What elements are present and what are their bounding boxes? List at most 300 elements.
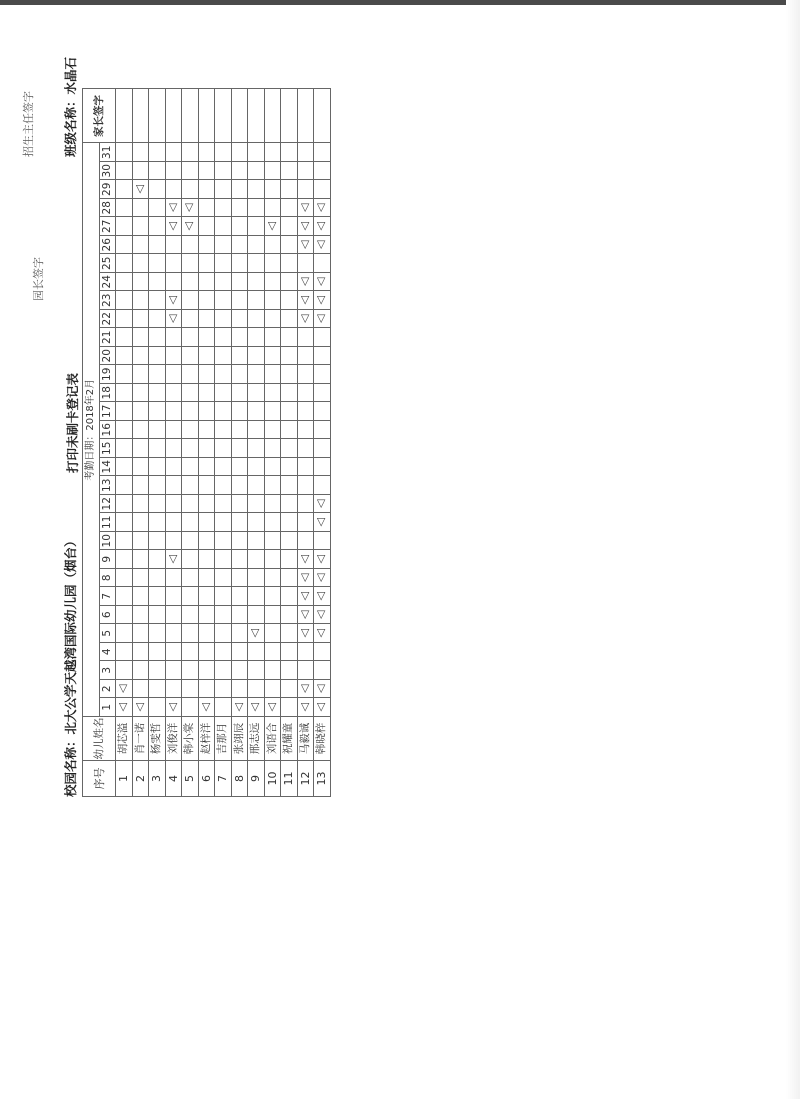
row-index: 13 [314,761,331,797]
day-cell [198,162,215,181]
row-index: 2 [132,761,149,797]
missed-swipe-mark: ◁ [314,203,328,212]
day-cell [231,180,248,199]
header-row-1 [83,89,100,797]
day-cell [132,680,149,699]
day-cell [215,439,232,458]
day-cell [116,532,133,551]
day-cell [248,476,265,495]
table-row [182,89,199,797]
table-row [297,89,314,797]
day-cell [132,439,149,458]
missed-swipe-mark: ◁ [297,703,311,712]
day-cell [264,569,281,588]
scan-right-edge [786,0,800,1099]
missed-swipe-mark: ◁ [165,314,179,323]
day-cell [116,328,133,347]
day-cell [231,384,248,403]
day-cell [264,458,281,477]
day-cell [248,513,265,532]
day-cell [198,365,215,384]
day-cell [297,180,314,199]
day-cell [297,384,314,403]
day-cell [314,569,331,588]
table-row [132,89,149,797]
missed-swipe-mark: ◁ [165,555,179,564]
missed-swipe-mark: ◁ [165,296,179,305]
day-cell [149,273,166,292]
day-header-9: 9 [99,550,116,569]
parent-signature-cell [132,89,149,143]
day-header-16: 16 [99,421,116,440]
parent-signature-cell [231,89,248,143]
day-cell [264,143,281,162]
table-row [314,89,331,797]
day-cell [215,328,232,347]
day-cell [215,162,232,181]
table-row [281,89,298,797]
day-cell [264,347,281,366]
table-row [149,89,166,797]
day-cell [165,236,182,255]
day-cell [314,328,331,347]
day-cell [297,402,314,421]
day-header-18: 18 [99,384,116,403]
day-cell [314,254,331,273]
row-index: 3 [149,761,166,797]
day-cell [248,606,265,625]
missed-swipe-mark: ◁ [297,296,311,305]
day-cell [231,439,248,458]
day-cell [314,439,331,458]
day-cell [231,643,248,662]
day-cell [264,513,281,532]
missed-swipe-mark: ◁ [314,518,328,527]
day-cell [182,587,199,606]
day-cell [198,199,215,218]
day-cell [314,532,331,551]
day-cell [297,458,314,477]
day-cell [281,199,298,218]
day-cell [281,180,298,199]
day-cell [281,273,298,292]
day-cell [215,254,232,273]
day-cell [281,569,298,588]
day-cell [231,199,248,218]
day-cell [248,439,265,458]
day-cell [297,291,314,310]
day-cell [297,680,314,699]
day-cell [116,587,133,606]
day-cell [231,402,248,421]
day-cell [314,550,331,569]
day-header-24: 24 [99,273,116,292]
day-header-8: 8 [99,569,116,588]
attendance-date-header: 考勤日期：2018年2月 [83,143,100,717]
table-row [116,89,133,797]
parent-signature-cell [297,89,314,143]
day-cell [215,273,232,292]
day-cell [231,365,248,384]
day-cell [182,347,199,366]
day-cell [182,180,199,199]
day-cell [264,698,281,717]
day-cell [264,643,281,662]
day-header-15: 15 [99,439,116,458]
parent-signature-cell [264,89,281,143]
day-cell [215,513,232,532]
day-cell [314,421,331,440]
day-cell [248,217,265,236]
missed-swipe-mark: ◁ [165,703,179,712]
day-cell [231,698,248,717]
day-cell [281,458,298,477]
day-cell [248,236,265,255]
day-cell [231,421,248,440]
missed-swipe-mark: ◁ [248,703,262,712]
day-cell [132,217,149,236]
day-cell [215,291,232,310]
day-cell [231,291,248,310]
day-cell [198,254,215,273]
day-cell [149,291,166,310]
day-cell [182,236,199,255]
parent-signature-cell [149,89,166,143]
day-cell [182,421,199,440]
day-cell [132,180,149,199]
day-cell [215,180,232,199]
day-header-row [99,89,116,797]
row-index: 7 [215,761,232,797]
day-cell [248,569,265,588]
day-cell [182,254,199,273]
day-cell [149,680,166,699]
day-cell [165,365,182,384]
school-name: 校园名称：北大公学天越湾国际幼儿园（烟台） [63,534,78,797]
day-cell [314,217,331,236]
day-cell [215,698,232,717]
missed-swipe-mark: ◁ [297,240,311,249]
day-cell [281,347,298,366]
day-header-30: 30 [99,162,116,181]
day-cell [215,624,232,643]
principal-signature-label: 园长签字 [32,257,45,301]
day-cell [165,402,182,421]
missed-swipe-mark: ◁ [231,703,245,712]
day-cell [165,643,182,662]
row-index: 11 [281,761,298,797]
day-cell [264,236,281,255]
day-cell [182,217,199,236]
day-cell [182,643,199,662]
day-cell [231,550,248,569]
missed-swipe-mark: ◁ [314,684,328,693]
day-cell [132,162,149,181]
day-header-31: 31 [99,143,116,162]
day-cell [132,254,149,273]
day-cell [231,236,248,255]
missed-swipe-mark: ◁ [132,703,146,712]
day-cell [165,328,182,347]
day-cell [297,587,314,606]
day-cell [281,643,298,662]
day-cell [231,624,248,643]
day-cell [116,365,133,384]
day-cell [198,661,215,680]
day-cell [231,328,248,347]
day-header-3: 3 [99,661,116,680]
day-cell [116,162,133,181]
day-cell [248,180,265,199]
day-cell [281,162,298,181]
day-cell [132,532,149,551]
day-cell [182,458,199,477]
day-cell [281,143,298,162]
day-cell [264,587,281,606]
day-cell [231,162,248,181]
day-cell [281,310,298,329]
day-cell [231,661,248,680]
day-header-25: 25 [99,254,116,273]
day-cell [248,402,265,421]
row-index: 5 [182,761,199,797]
day-cell [132,365,149,384]
day-cell [297,421,314,440]
day-cell [314,495,331,514]
day-cell [165,347,182,366]
day-cell [182,661,199,680]
day-cell [314,606,331,625]
day-header-20: 20 [99,347,116,366]
child-name: 刘俊洋 [165,717,182,761]
day-cell [198,606,215,625]
day-cell [215,199,232,218]
day-cell [297,661,314,680]
day-cell [198,643,215,662]
day-cell [149,569,166,588]
missed-swipe-mark: ◁ [314,314,328,323]
day-cell [132,513,149,532]
day-cell [264,310,281,329]
missed-swipe-mark: ◁ [314,592,328,601]
day-cell [165,310,182,329]
day-cell [231,458,248,477]
day-cell [281,384,298,403]
day-cell [182,402,199,421]
day-cell [116,495,133,514]
day-cell [149,347,166,366]
day-header-19: 19 [99,365,116,384]
day-cell [297,254,314,273]
day-cell [264,254,281,273]
day-cell [314,199,331,218]
parent-signature-header: 家长签字 [83,89,116,143]
day-cell [281,328,298,347]
day-cell [281,495,298,514]
day-cell [264,421,281,440]
day-cell [314,273,331,292]
day-cell [297,495,314,514]
parent-signature-cell [248,89,265,143]
day-cell [248,532,265,551]
day-cell [149,384,166,403]
day-cell [182,698,199,717]
day-header-26: 26 [99,236,116,255]
missed-swipe-mark: ◁ [165,222,179,231]
child-name: 韩小棠 [182,717,199,761]
child-name: 杨雯哲 [149,717,166,761]
parent-signature-cell [281,89,298,143]
missed-swipe-mark: ◁ [314,629,328,638]
day-cell [215,365,232,384]
day-cell [149,476,166,495]
row-index: 10 [264,761,281,797]
missed-swipe-mark: ◁ [297,555,311,564]
day-cell [264,532,281,551]
missed-swipe-mark: ◁ [198,703,212,712]
missed-swipe-mark: ◁ [314,222,328,231]
day-cell [248,310,265,329]
day-cell [215,680,232,699]
day-cell [116,310,133,329]
row-index: 9 [248,761,265,797]
attendance-table [82,89,331,798]
day-cell [198,569,215,588]
day-cell [215,569,232,588]
day-header-22: 22 [99,310,116,329]
day-header-6: 6 [99,606,116,625]
day-cell [264,661,281,680]
day-cell [198,458,215,477]
day-cell [165,495,182,514]
day-cell [297,199,314,218]
day-cell [182,550,199,569]
day-cell [116,698,133,717]
day-cell [198,439,215,458]
attendance-sheet [22,49,378,797]
day-cell [281,291,298,310]
day-cell [248,347,265,366]
day-cell [314,680,331,699]
table-row [198,89,215,797]
day-cell [281,254,298,273]
day-cell [215,643,232,662]
day-cell [314,180,331,199]
day-cell [281,661,298,680]
day-cell [215,384,232,403]
day-cell [182,680,199,699]
day-cell [132,569,149,588]
day-cell [116,513,133,532]
day-cell [248,254,265,273]
child-name: 马毅诚 [297,717,314,761]
day-cell [297,273,314,292]
day-cell [182,143,199,162]
day-cell [264,550,281,569]
day-cell [132,458,149,477]
day-cell [116,421,133,440]
day-cell [297,606,314,625]
day-cell [264,624,281,643]
day-cell [248,421,265,440]
day-cell [314,698,331,717]
parent-signature-cell [116,89,133,143]
missed-swipe-mark: ◁ [116,684,130,693]
missed-swipe-mark: ◁ [182,203,196,212]
day-cell [116,680,133,699]
day-cell [281,236,298,255]
day-cell [165,273,182,292]
day-cell [165,384,182,403]
missed-swipe-mark: ◁ [182,222,196,231]
day-cell [297,217,314,236]
row-index: 6 [198,761,215,797]
day-cell [231,347,248,366]
day-cell [116,143,133,162]
day-cell [132,402,149,421]
missed-swipe-mark: ◁ [264,222,278,231]
day-cell [165,143,182,162]
day-cell [231,310,248,329]
missed-swipe-mark: ◁ [314,573,328,582]
day-header-5: 5 [99,624,116,643]
child-name: 肖一诺 [132,717,149,761]
day-cell [297,162,314,181]
day-cell [281,550,298,569]
missed-swipe-mark: ◁ [297,314,311,323]
day-cell [149,236,166,255]
day-cell [215,606,232,625]
day-cell [314,402,331,421]
day-cell [297,310,314,329]
day-cell [314,347,331,366]
day-cell [116,180,133,199]
day-cell [165,476,182,495]
day-cell [248,384,265,403]
day-cell [248,624,265,643]
day-cell [281,698,298,717]
day-header-23: 23 [99,291,116,310]
day-cell [264,199,281,218]
day-cell [149,421,166,440]
day-cell [297,643,314,662]
day-cell [132,624,149,643]
day-cell [132,606,149,625]
day-cell [132,698,149,717]
day-cell [149,199,166,218]
day-cell [281,513,298,532]
day-cell [132,310,149,329]
day-cell [314,513,331,532]
day-header-17: 17 [99,402,116,421]
day-cell [281,476,298,495]
day-cell [116,643,133,662]
day-cell [165,439,182,458]
day-cell [182,606,199,625]
day-cell [116,291,133,310]
day-cell [165,458,182,477]
day-cell [182,199,199,218]
missed-swipe-mark: ◁ [297,592,311,601]
day-cell [248,365,265,384]
day-cell [198,328,215,347]
day-header-29: 29 [99,180,116,199]
day-cell [116,347,133,366]
day-header-21: 21 [99,328,116,347]
day-cell [297,532,314,551]
day-cell [297,476,314,495]
day-cell [231,569,248,588]
